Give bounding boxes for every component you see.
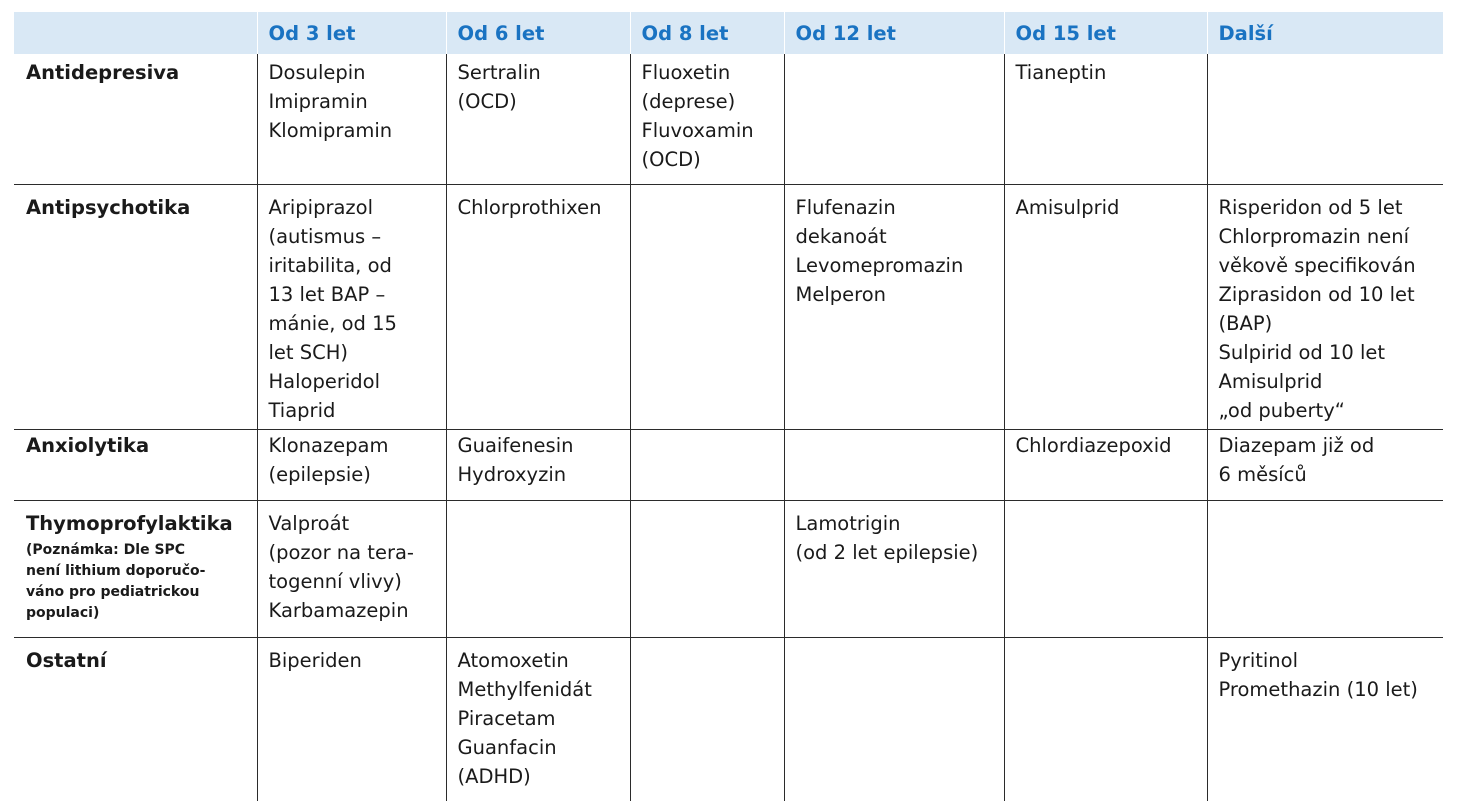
drug-line: Methylfenidát — [458, 675, 626, 704]
category-cell — [14, 638, 257, 801]
drug-cell — [1207, 638, 1443, 801]
drug-cell — [630, 54, 784, 185]
category-label: Antidepresiva — [26, 58, 253, 87]
category-cell — [14, 54, 257, 185]
drug-line: (ADHD) — [458, 762, 626, 791]
drug-line: věkově specifikován — [1219, 251, 1440, 280]
drug-cell — [784, 54, 1004, 185]
drug-line: Chlorpromazin není — [1219, 222, 1440, 251]
drug-line: dekanoát — [796, 222, 1000, 251]
header-cell-age-12: Od 12 let — [784, 12, 1004, 54]
drug-line: Levomepromazin — [796, 251, 1000, 280]
category-label: Thymoprofylaktika — [26, 509, 253, 538]
drug-line: Ziprasidon od 10 let — [1219, 280, 1440, 309]
drug-cell — [257, 638, 446, 801]
header-row — [14, 12, 1443, 54]
drug-line: Chlordiazepoxid — [1016, 431, 1203, 460]
header-cell-age-15: Od 15 let — [1004, 12, 1207, 54]
drug-line: 6 měsíců — [1219, 460, 1440, 489]
category-label: Anxiolytika — [26, 431, 253, 460]
category-label: Antipsychotika — [26, 193, 253, 222]
table-header — [14, 12, 1443, 54]
drug-cell — [257, 430, 446, 501]
drug-line: Pyritinol — [1219, 646, 1440, 675]
drug-cell — [257, 185, 446, 430]
table-row — [14, 430, 1443, 501]
drug-line: Valproát — [269, 509, 442, 538]
drug-line: Sulpirid od 10 let — [1219, 338, 1440, 367]
drug-cell — [257, 501, 446, 638]
drug-cell — [1207, 430, 1443, 501]
header-cell-other: Další — [1207, 12, 1443, 54]
drug-line: 13 let BAP – — [269, 280, 442, 309]
table-row — [14, 638, 1443, 801]
table-row — [14, 54, 1443, 185]
drug-line: Hydroxyzin — [458, 460, 626, 489]
drug-cell — [1004, 185, 1207, 430]
drug-cell — [630, 185, 784, 430]
table-body — [14, 54, 1443, 801]
drug-line: Tianeptin — [1016, 58, 1203, 87]
drug-line: „od puberty“ — [1219, 396, 1440, 425]
category-cell — [14, 430, 257, 501]
drug-line: (OCD) — [642, 145, 780, 174]
drug-line: Lamotrigin — [796, 509, 1000, 538]
drug-cell — [446, 501, 630, 638]
drug-line: (BAP) — [1219, 309, 1440, 338]
drug-age-table — [14, 12, 1443, 801]
drug-line: Klomipramin — [269, 116, 442, 145]
drug-cell — [784, 185, 1004, 430]
category-note — [26, 540, 253, 624]
drug-line: (pozor na tera- — [269, 538, 442, 567]
drug-cell — [1207, 185, 1443, 430]
drug-line: (od 2 let epilepsie) — [796, 538, 1000, 567]
drug-cell — [1207, 501, 1443, 638]
drug-line: Guanfacin — [458, 733, 626, 762]
drug-cell — [630, 430, 784, 501]
header-cell-age-6: Od 6 let — [446, 12, 630, 54]
drug-line: (epilepsie) — [269, 460, 442, 489]
drug-cell — [630, 501, 784, 638]
drug-line: Imipramin — [269, 87, 442, 116]
drug-line: Aripiprazol — [269, 193, 442, 222]
note-line: (Poznámka: Dle SPC — [26, 540, 253, 561]
drug-line: togenní vlivy) — [269, 567, 442, 596]
drug-cell — [1004, 54, 1207, 185]
header-cell-age-8: Od 8 let — [630, 12, 784, 54]
table-row — [14, 501, 1443, 638]
category-cell — [14, 501, 257, 638]
drug-line: Atomoxetin — [458, 646, 626, 675]
drug-cell — [1207, 54, 1443, 185]
drug-line: Dosulepin — [269, 58, 442, 87]
drug-cell — [784, 501, 1004, 638]
drug-line: Flufenazin — [796, 193, 1000, 222]
header-cell-category — [14, 12, 257, 54]
drug-cell — [1004, 501, 1207, 638]
drug-cell — [446, 430, 630, 501]
drug-line: Promethazin (10 let) — [1219, 675, 1440, 704]
drug-line: Piracetam — [458, 704, 626, 733]
drug-line: Biperiden — [269, 646, 442, 675]
drug-cell — [1004, 638, 1207, 801]
note-line: populaci) — [26, 603, 253, 624]
drug-line: Amisulprid — [1219, 367, 1440, 396]
drug-line: Tiaprid — [269, 396, 442, 425]
drug-line: Diazepam již od — [1219, 431, 1440, 460]
category-label: Ostatní — [26, 646, 253, 675]
drug-cell — [784, 430, 1004, 501]
drug-line: Fluvoxamin — [642, 116, 780, 145]
drug-line: Fluoxetin — [642, 58, 780, 87]
drug-cell — [446, 638, 630, 801]
drug-cell — [630, 638, 784, 801]
drug-line: let SCH) — [269, 338, 442, 367]
drug-line: iritabilita, od — [269, 251, 442, 280]
drug-line: mánie, od 15 — [269, 309, 442, 338]
note-line: není lithium doporučo- — [26, 561, 253, 582]
category-cell — [14, 185, 257, 430]
drug-cell — [257, 54, 446, 185]
drug-cell — [1004, 430, 1207, 501]
drug-line: Melperon — [796, 280, 1000, 309]
drug-line: Karbamazepin — [269, 596, 442, 625]
table-row — [14, 185, 1443, 430]
drug-cell — [446, 185, 630, 430]
drug-line: Haloperidol — [269, 367, 442, 396]
drug-line: Risperidon od 5 let — [1219, 193, 1440, 222]
drug-line: Sertralin — [458, 58, 626, 87]
drug-line: Amisulprid — [1016, 193, 1203, 222]
drug-line: Guaifenesin — [458, 431, 626, 460]
drug-line: (autismus – — [269, 222, 442, 251]
drug-line: Chlorprothixen — [458, 193, 626, 222]
drug-line: (OCD) — [458, 87, 626, 116]
header-cell-age-3: Od 3 let — [257, 12, 446, 54]
drug-cell — [446, 54, 630, 185]
drug-line: (deprese) — [642, 87, 780, 116]
drug-cell — [784, 638, 1004, 801]
note-line: váno pro pediatrickou — [26, 582, 253, 603]
drug-line: Klonazepam — [269, 431, 442, 460]
